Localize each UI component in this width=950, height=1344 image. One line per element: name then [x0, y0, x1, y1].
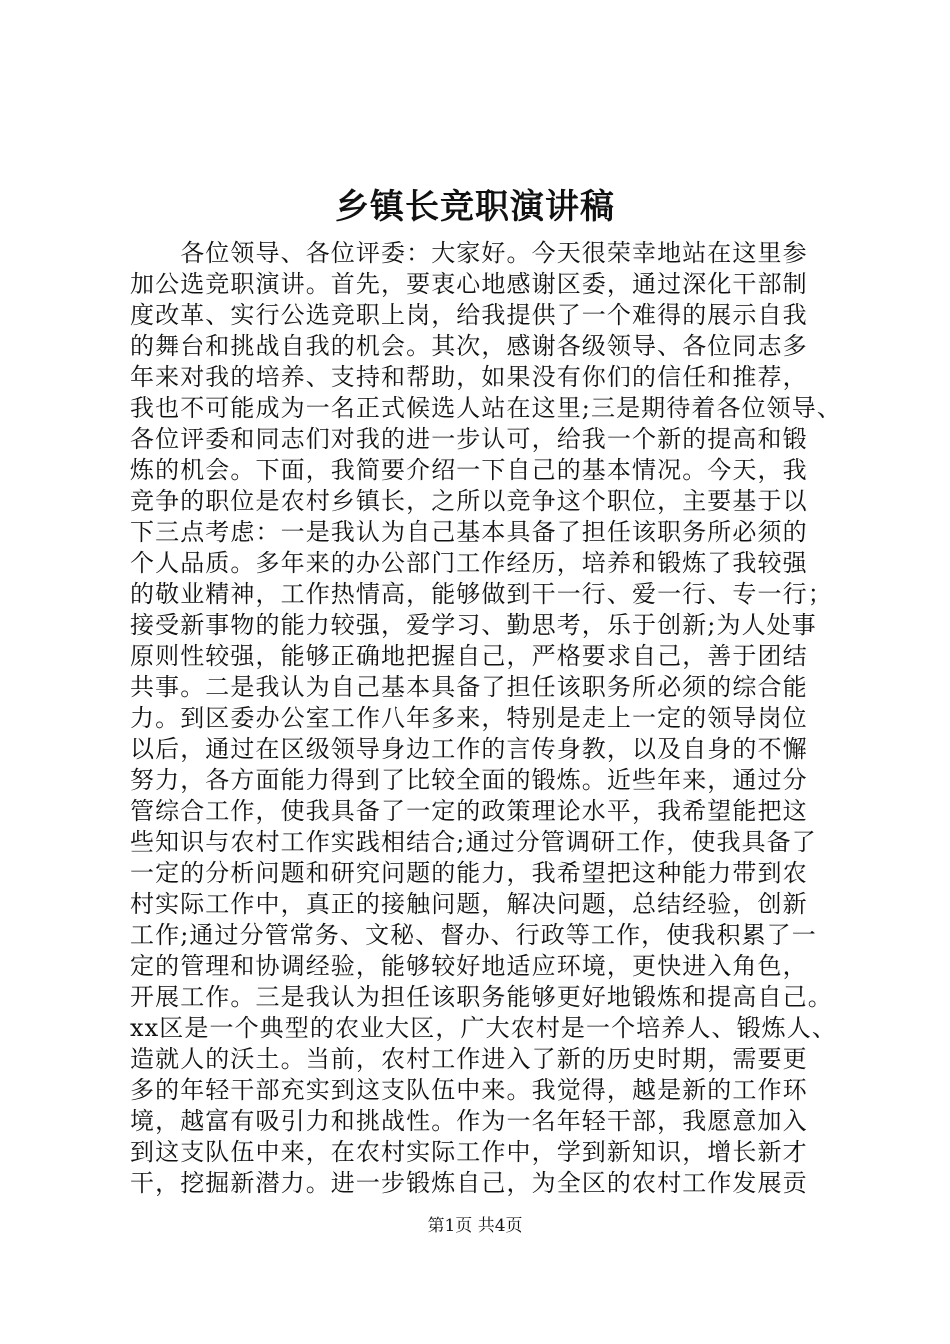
page-number-footer: 第1页 共4页 [427, 1216, 523, 1236]
body-line: 竞争的职位是农村乡镇长，之所以竞争这个职位，主要基于以 [130, 487, 808, 515]
body-line: 年来对我的培养、支持和帮助，如果没有你们的信任和推荐， [130, 363, 808, 391]
body-line: 村实际工作中，真正的接触问题，解决问题，总结经验，创新 [130, 890, 808, 918]
body-line: 管综合工作，使我具备了一定的政策理论水平，我希望能把这 [130, 797, 808, 825]
document-title: 乡镇长竞职演讲稿 [335, 187, 615, 227]
body-line: 一定的分析问题和研究问题的能力，我希望把这种能力带到农 [130, 859, 808, 887]
body-line: 努力，各方面能力得到了比较全面的锻炼。近些年来，通过分 [130, 766, 808, 794]
body-line: 个人品质。多年来的办公部门工作经历，培养和锻炼了我较强 [130, 549, 808, 577]
body-line: 力。到区委办公室工作八年多来，特别是走上一定的领导岗位 [130, 704, 808, 732]
body-line: 以后，通过在区级领导身边工作的言传身教，以及自身的不懈 [130, 735, 808, 763]
body-line: 多的年轻干部充实到这支队伍中来。我觉得，越是新的工作环 [130, 1076, 808, 1104]
body-line: 定的管理和协调经验，能够较好地适应环境，更快进入角色， [130, 952, 808, 980]
body-line: 境，越富有吸引力和挑战性。作为一名年轻干部，我愿意加入 [130, 1107, 808, 1135]
body-line: 些知识与农村工作实践相结合;通过分管调研工作，使我具备了 [130, 828, 817, 856]
body-line: 的舞台和挑战自我的机会。其次，感谢各级领导、各位同志多 [130, 332, 808, 360]
body-line: 的敬业精神，工作热情高，能够做到干一行、爱一行、专一行； [130, 580, 833, 608]
body-line: 原则性较强，能够正确地把握自己，严格要求自己，善于团结 [130, 642, 808, 670]
body-line: 共事。二是我认为自己基本具备了担任该职务所必须的综合能 [130, 673, 808, 701]
body-line: 造就人的沃土。当前，农村工作进入了新的历史时期，需要更 [130, 1045, 808, 1073]
body-line: 开展工作。三是我认为担任该职务能够更好地锻炼和提高自己。 [130, 983, 833, 1011]
body-line: 到这支队伍中来，在农村实际工作中，学到新知识，增长新才 [130, 1138, 808, 1166]
body-line: 各位评委和同志们对我的进一步认可，给我一个新的提高和锻 [130, 425, 808, 453]
body-line: 我也不可能成为一名正式候选人站在这里;三是期待着各位领导、 [130, 394, 842, 422]
body-line: 接受新事物的能力较强，爱学习、勤思考，乐于创新;为人处事 [130, 611, 817, 639]
body-line: 炼的机会。下面，我简要介绍一下自己的基本情况。今天，我 [130, 456, 808, 484]
body-line: 下三点考虑：一是我认为自己基本具备了担任该职务所必须的 [130, 518, 808, 546]
body-line: 度改革、实行公选竞职上岗，给我提供了一个难得的展示自我 [130, 301, 808, 329]
body-line: 干，挖掘新潜力。进一步锻炼自己，为全区的农村工作发展贡 [130, 1169, 808, 1197]
body-line: 工作;通过分管常务、文秘、督办、行政等工作，使我积累了一 [130, 921, 817, 949]
document-body [130, 238, 842, 1199]
body-line: 加公选竞职演讲。首先，要衷心地感谢区委，通过深化干部制 [130, 270, 808, 298]
body-line: xx区是一个典型的农业大区，广大农村是一个培养人、锻炼人、 [130, 1014, 837, 1042]
body-line: 各位领导、各位评委：大家好。今天很荣幸地站在这里参 [130, 239, 808, 267]
